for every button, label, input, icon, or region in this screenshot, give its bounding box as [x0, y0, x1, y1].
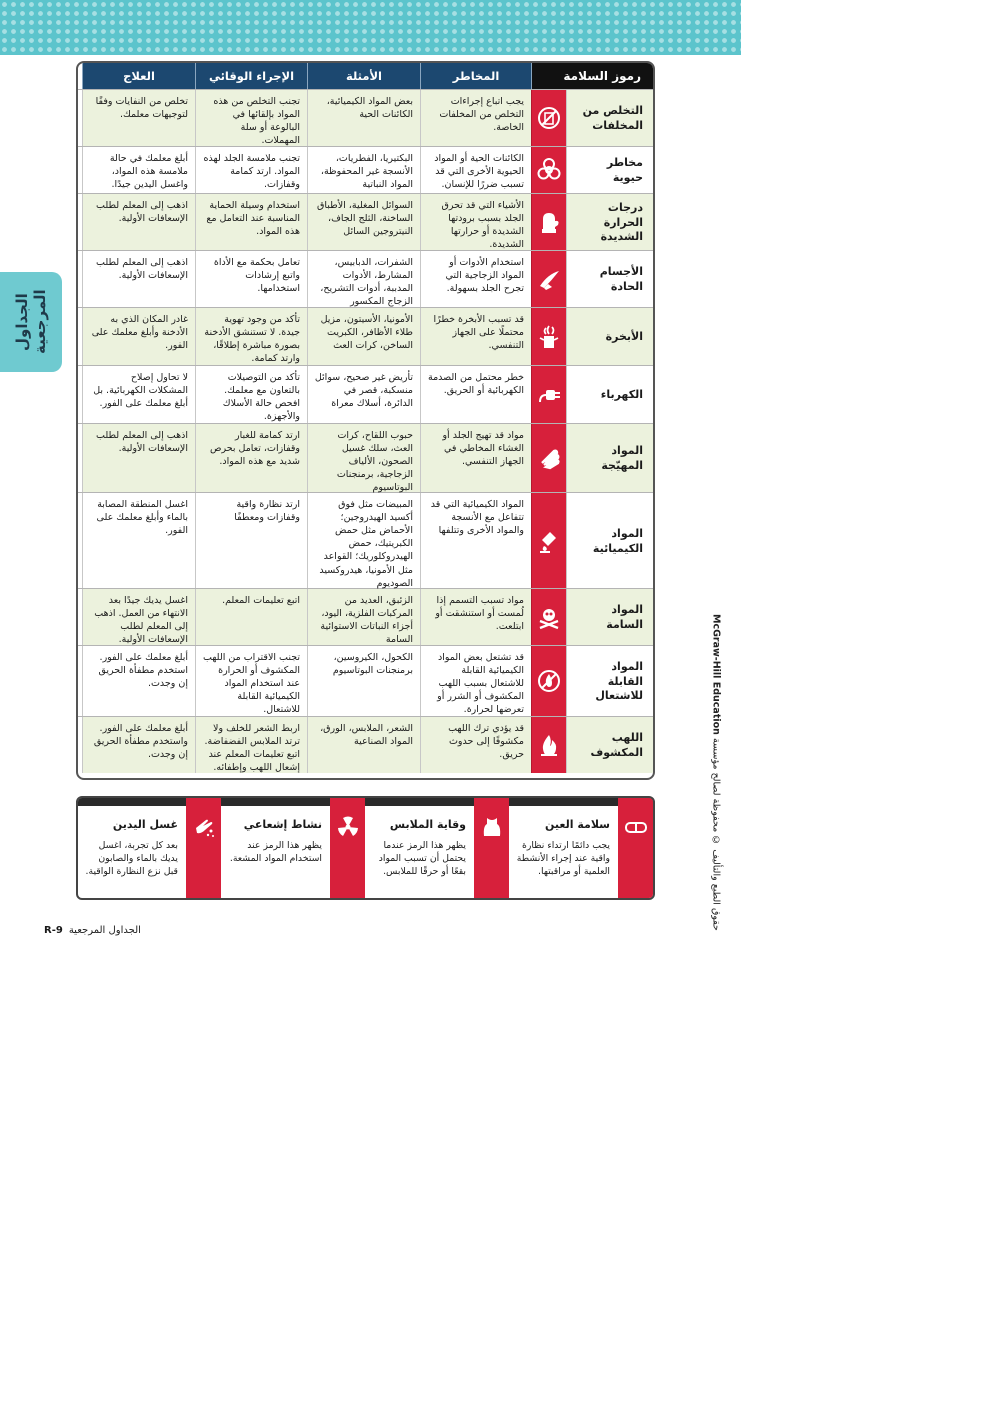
page-number: R-9 [44, 925, 63, 936]
table-row [78, 307, 653, 365]
table-row [78, 716, 653, 773]
precaution-cell: ارتد نظارة واقية وقفازات ومعطفًا [195, 493, 307, 588]
table-row [78, 492, 653, 588]
table-row [78, 250, 653, 307]
copyright-text: حقوق الطبع والتأليف © محفوظة لصالح مؤسسة [710, 737, 722, 931]
example-cell: المبيضات مثل فوق أكسيد الهيدروجين؛ الأحماض مثل حمض الكبريتيك، حمض الهيدروكلوريك؛ القواعد مثل الأمونيا، هيدروكسيد الصوديوم [307, 493, 420, 588]
table-row [78, 588, 653, 645]
bottom-icon-cell [186, 798, 221, 898]
page-footer [44, 925, 154, 936]
table-row [78, 365, 653, 423]
sharp-object-icon [536, 266, 562, 292]
symbol-name: اللهب المكشوف [566, 717, 653, 773]
hazard-cell: خطر محتمل من الصدمة الكهربائية أو الحريق. [420, 366, 531, 423]
electrical-plug-icon [536, 382, 562, 408]
hazard-cell: مواد قد تهيج الجلد أو الغشاء المخاطي في الجهاز التنفسي. [420, 424, 531, 492]
hazard-cell: الكائنات الحية أو المواد الحيوية الأخرى التي قد تسبب ضررًا للإنسان. [420, 147, 531, 193]
example-cell: البكتيريا، الفطريات، الأنسجة غير المحفوظة، المواد النباتية [307, 147, 420, 193]
precaution-cell: تجنب ملامسة الجلد لهذه المواد. ارتد كمامة وقفازات. [195, 147, 307, 193]
table-header [78, 63, 653, 89]
glove-icon [536, 445, 562, 471]
hazard-cell: يجب اتباع إجراءات التخلص من المخلفات الخاصة. [420, 90, 531, 146]
hazard-cell: الأشياء التي قد تحرق الجلد بسبب برودتها الشديدة أو حرارتها الشديدة. [420, 194, 531, 250]
example-cell: السوائل المغلية، الأطباق الساخنة، الثلج الجاف، النيتروجين السائل [307, 194, 420, 250]
precaution-cell: اربط الشعر للخلف ولا ترتد الملابس الفضفاضة. اتبع تعليمات المعلم عند إشعال اللهب وإطفائه. [195, 717, 307, 773]
precaution-cell: تعامل بحكمة مع الأداة واتبع إرشادات استخدامها. [195, 251, 307, 307]
symbol-icon-cell [531, 493, 566, 588]
symbol-name: المواد السامة [566, 589, 653, 645]
table-row [78, 193, 653, 250]
symbol-icon-cell [531, 308, 566, 365]
header-symbols: رموز السلامة [531, 63, 653, 89]
bottom-icon-cell [618, 798, 653, 898]
hazard-cell: استخدام الأدوات أو المواد الزجاجية التي تجرح الجلد بسهولة. [420, 251, 531, 307]
header-hazards: المخاطر [420, 63, 531, 89]
symbol-name: المواد المهيّجة [566, 424, 653, 492]
treatment-cell: غادر المكان الذي به الأدخنة وأبلغ معلمك على الفور. [82, 308, 195, 365]
example-cell: بعض المواد الكيميائية، الكائنات الحية [307, 90, 420, 146]
skull-crossbones-icon [536, 604, 562, 630]
bottom-symbol-title: وقاية الملابس [389, 818, 466, 831]
decorative-top-band [0, 0, 741, 55]
symbol-name: المواد الكيميائية [566, 493, 653, 588]
example-cell: الزئبق، العديد من المركبات الفلزية، اليود، أجزاء النباتات الاستوائية السامة [307, 589, 420, 645]
symbol-icon-cell [531, 717, 566, 773]
publisher-name: McGraw-Hill Education [710, 614, 722, 735]
symbol-icon-cell [531, 646, 566, 716]
hazard-cell: قد تسبب الأبخرة خطرًا محتملًا على الجهاز التنفسي. [420, 308, 531, 365]
treatment-cell: أبلغ معلمك على الفور. واستخدم مطفأة الحريق إن وجدت. [82, 717, 195, 773]
symbol-icon-cell [531, 589, 566, 645]
apron-icon [479, 814, 505, 840]
bottom-symbol-title: سلامة العين [545, 818, 610, 831]
table-row [78, 645, 653, 716]
disposal-icon [536, 105, 562, 131]
safety-symbols-table [76, 61, 655, 780]
table-row [78, 423, 653, 492]
symbol-icon-cell [531, 251, 566, 307]
bottom-icon-cell [474, 798, 509, 898]
bottom-symbol-desc: يظهر هذا الرمز عندما يحتمل أن تسبب المواد بقعًا أو حرقًا للملابس. [378, 840, 466, 878]
hazard-cell: قد تشتعل بعض المواد الكيميائية القابلة للاشتعال بسبب اللهب المكشوف أو الشرر أو تعرضها لحرارة. [420, 646, 531, 716]
table-row [78, 89, 653, 146]
header-precautions: الإجراء الوقائي [195, 63, 307, 89]
oven-mitt-icon [536, 209, 562, 235]
spine-credit [706, 614, 726, 931]
header-examples: الأمثلة [307, 63, 420, 89]
treatment-cell: أبلغ معلمك في حالة ملامسة هذه المواد، واغسل اليدين جيدًا. [82, 147, 195, 193]
treatment-cell: لا تحاول إصلاح المشكلات الكهربائية. بل أبلغ معلمك على الفور. [82, 366, 195, 423]
treatment-cell: اغسل المنطقة المصابة بالماء وأبلغ معلمك على الفور. [82, 493, 195, 588]
symbol-name: الكهرباء [566, 366, 653, 423]
treatment-cell: اذهب إلى المعلم لطلب الإسعافات الأولية. [82, 424, 195, 492]
symbol-name: درجات الحرارة الشديدة [566, 194, 653, 250]
radioactive-icon [335, 814, 361, 840]
goggles-icon [623, 814, 649, 840]
header-treatment: العلاج [82, 63, 195, 89]
example-cell: الشفرات، الدبابيس، المشارط، الأدوات المدببة، أدوات التشريح، الزجاج المكسور [307, 251, 420, 307]
bottom-symbol-item [221, 798, 365, 898]
hand-washing-icon [191, 814, 217, 840]
bottom-symbol-item [509, 798, 653, 898]
bottom-symbol-item [77, 798, 221, 898]
bottom-symbol-title: نشاط إشعاعي [243, 818, 322, 831]
symbol-name: المواد القابلة للاشتعال [566, 646, 653, 716]
bottom-icon-cell [330, 798, 365, 898]
symbol-name: الأبخرة [566, 308, 653, 365]
no-flame-icon [536, 668, 562, 694]
flame-icon [536, 732, 562, 758]
treatment-cell: اذهب إلى المعلم لطلب الإسعافات الأولية. [82, 194, 195, 250]
precaution-cell: ارتد كمامة للغبار وقفازات، تعامل بحرص شديد مع هذه المواد. [195, 424, 307, 492]
symbol-icon-cell [531, 147, 566, 193]
example-cell: الكحول، الكيروسين، برمنجنات البوتاسيوم [307, 646, 420, 716]
precaution-cell: تجنب التخلص من هذه المواد بإلقائها في البالوعة أو سلة المهملات. [195, 90, 307, 146]
symbol-icon-cell [531, 90, 566, 146]
bottom-symbol-desc: يجب دائمًا ارتداء نظارة واقية عند إجراء الأنشطة العلمية أو مراقبتها. [516, 840, 610, 878]
symbol-name: الأجسام الحادة [566, 251, 653, 307]
symbol-icon-cell [531, 194, 566, 250]
section-tab-label: الجداول المرجعية [13, 289, 49, 355]
chemical-spill-icon [536, 528, 562, 554]
footer-label: الجداول المرجعية [68, 925, 141, 936]
symbol-name: التخلص من المخلفات [566, 90, 653, 146]
bottom-symbol-desc: بعد كل تجربة، اغسل يديك بالماء والصابون قبل نزع النظارة الواقية. [85, 840, 178, 878]
precaution-cell: تأكد من التوصيلات بالتعاون مع معلمك. افحص حالة الأسلاك والأجهزة. [195, 366, 307, 423]
hazard-cell: مواد تسبب التسمم إذا لُمست أو استنشقت أو ابتلعت. [420, 589, 531, 645]
example-cell: الأمونيا، الأسيتون، مزيل طلاء الأظافر، الكبريت الساخن، كرات العث [307, 308, 420, 365]
treatment-cell: اذهب إلى المعلم لطلب الإسعافات الأولية. [82, 251, 195, 307]
example-cell: حبوب اللقاح، كرات العث، سلك غسيل الصحون، الألياف الزجاجية، برمنجنات البوتاسيوم [307, 424, 420, 492]
fumes-icon [536, 324, 562, 350]
precaution-cell: تجنب الاقتراب من اللهب المكشوف أو الحرارة عند استخدام المواد الكيميائية القابلة للاشتعال. [195, 646, 307, 716]
precaution-cell: تأكد من وجود تهوية جيدة. لا تستنشق الأدخنة بصورة مباشرة إطلاقًا، وارتد كمامة. [195, 308, 307, 365]
symbol-icon-cell [531, 424, 566, 492]
precaution-cell: استخدام وسيلة الحماية المناسبة عند التعامل مع هذه المواد. [195, 194, 307, 250]
bottom-symbol-item [365, 798, 509, 898]
biohazard-icon [536, 157, 562, 183]
bottom-symbol-title: غسل اليدين [112, 818, 178, 831]
symbol-icon-cell [531, 366, 566, 423]
section-tab[interactable] [0, 272, 62, 372]
treatment-cell: اغسل يديك جيدًا بعد الانتهاء من العمل. اذهب إلى المعلم لطلب الإسعافات الأولية. [82, 589, 195, 645]
treatment-cell: أبلغ معلمك على الفور. استخدم مطفأة الحريق إن وجدت. [82, 646, 195, 716]
additional-symbols-box [76, 796, 655, 900]
symbol-name: مخاطر حيوية [566, 147, 653, 193]
bottom-symbol-desc: يظهر هذا الرمز عند استخدام المواد المشعة. [229, 840, 322, 865]
hazard-cell: قد يؤدي ترك اللهب مكشوفًا إلى حدوث حريق. [420, 717, 531, 773]
precaution-cell: اتبع تعليمات المعلم. [195, 589, 307, 645]
hazard-cell: المواد الكيميائية التي قد تتفاعل مع الأنسجة والمواد الأخرى وتتلفها [420, 493, 531, 588]
example-cell: الشعر، الملابس، الورق، المواد الصناعية [307, 717, 420, 773]
table-row [78, 146, 653, 193]
treatment-cell: تخلص من النفايات وفقًا لتوجيهات معلمك. [82, 90, 195, 146]
example-cell: تأريض غير صحيح، سوائل منسكبة، قصر في الدائرة، أسلاك معراة [307, 366, 420, 423]
